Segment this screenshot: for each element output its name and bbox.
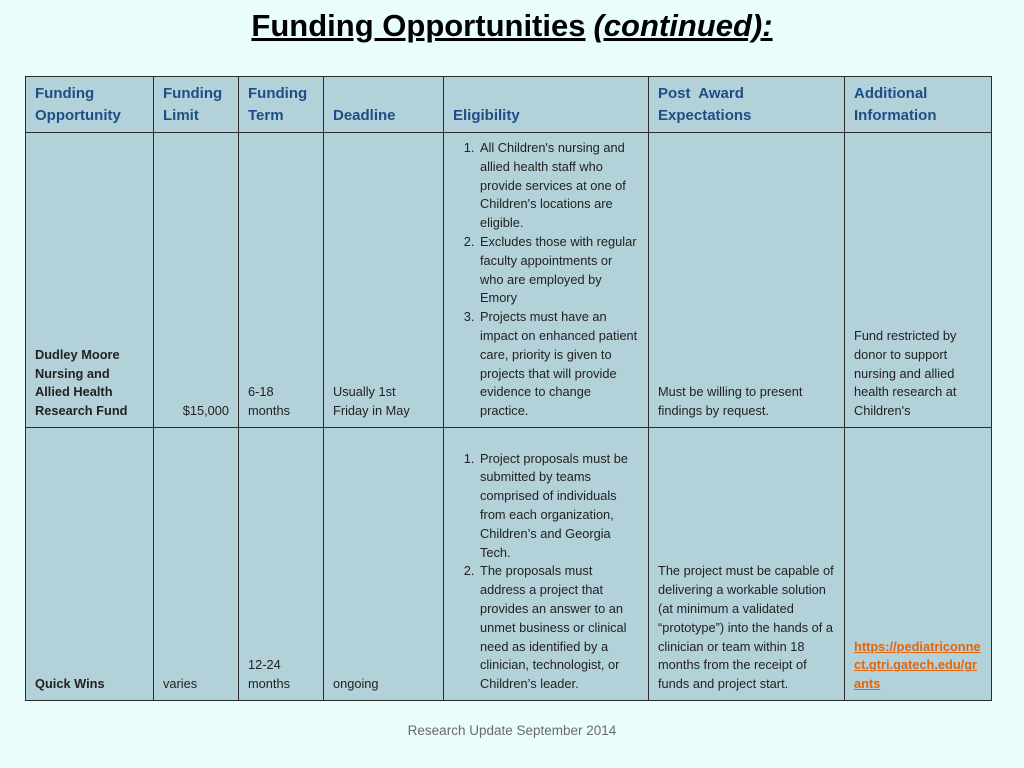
header-additional-information: Additional Information: [845, 77, 992, 133]
eligibility-item: 2. The proposals must address a project that provides an answer to an unmet business or clinical need as identified by a clinician, technologist, or Children’s leader.: [478, 562, 639, 694]
eligibility-item: 1. Project proposals must be submitted by teams comprised of individuals from each organization, Children’s and Georgia Tech.: [478, 450, 639, 563]
cell-deadline: Usually 1st Friday in May: [324, 133, 444, 428]
title-main: Funding Opportunities: [251, 8, 586, 43]
cell-expectations: Must be willing to present findings by request.: [649, 133, 845, 428]
cell-info: Fund restricted by donor to support nursing and allied health research at Children's: [845, 133, 992, 428]
table-row: [26, 427, 992, 700]
eligibility-list: [453, 139, 639, 421]
cell-info: [845, 427, 992, 700]
header-deadline: Deadline: [324, 77, 444, 133]
cell-opportunity: Dudley Moore Nursing and Allied Health Research Fund: [26, 133, 154, 428]
cell-term: 6-18 months: [239, 133, 324, 428]
header-funding-limit: Funding Limit: [154, 77, 239, 133]
header-funding-opportunity: Funding Opportunity: [26, 77, 154, 133]
header-funding-term: Funding Term: [239, 77, 324, 133]
title-subtitle: (continued):: [593, 8, 773, 43]
table-row: [26, 133, 992, 428]
cell-opportunity: Quick Wins: [26, 427, 154, 700]
grants-link[interactable]: https://pediatriconnect.gtri.gatech.edu/grants: [854, 638, 981, 692]
header-eligibility: Eligibility: [444, 77, 649, 133]
cell-term: 12-24 months: [239, 427, 324, 700]
eligibility-item: 1. All Children's nursing and allied health staff who provide services at one of Children's locations are eligible.: [478, 139, 639, 233]
eligibility-item: 2. Excludes those with regular faculty appointments or who are employed by Emory: [478, 233, 639, 308]
cell-limit: varies: [154, 427, 239, 700]
cell-eligibility: [444, 427, 649, 700]
footer-text: Research Update September 2014: [407, 723, 617, 738]
page-title: [0, 8, 1024, 44]
cell-expectations: The project must be capable of delivering a workable solution (at minimum a validated “prototype”) into the hands of a clinician or team within 18 months from the receipt of funds and project start.: [649, 427, 845, 700]
cell-deadline: ongoing: [324, 427, 444, 700]
header-post-award-expectations: Post Award Expectations: [649, 77, 845, 133]
table-header-row: [26, 77, 992, 133]
eligibility-item: 3. Projects must have an impact on enhanced patient care, priority is given to projects that will provide evidence to change practice.: [478, 308, 639, 421]
funding-table: [25, 76, 992, 701]
cell-eligibility: [444, 133, 649, 428]
eligibility-list: [453, 450, 639, 694]
cell-limit: $15,000: [154, 133, 239, 428]
